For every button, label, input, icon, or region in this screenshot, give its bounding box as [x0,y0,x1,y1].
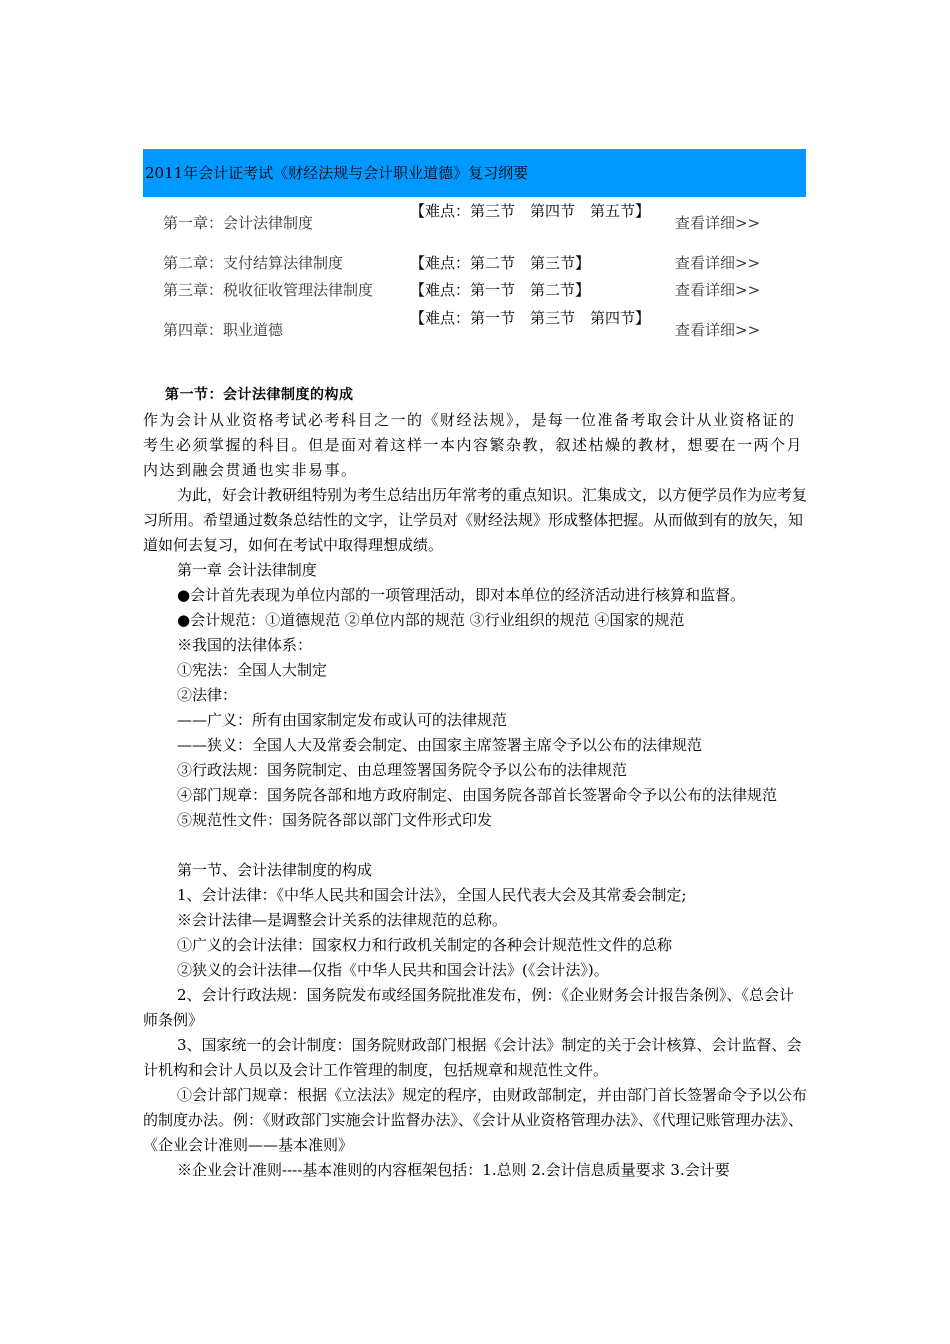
chapter-difficulty: 【难点：第一节 第二节】 [410,281,591,299]
view-details-link[interactable]: 查看详细>> [675,254,761,272]
law-item: ②法律： [177,686,238,704]
list-item: ①广义的会计法律：国家权力和行政机关制定的各种会计规范性文件的总称 [177,936,673,954]
article-body [143,383,807,1183]
bullet-item: ●会计首先表现为单位内部的一项管理活动，即对本单位的经济活动进行核算和监督。 [177,586,746,604]
law-item: ——广义：所有由国家制定发布或认可的法律规范 [177,711,508,729]
law-item: ⑤规范性文件：国务院各部以部门文件形式印发 [177,811,493,829]
list-item: 1、会计法律：《中华人民共和国会计法》，全国人民代表大会及其常委会制定; [177,886,687,904]
law-item: ①宪法：全国人大制定 [177,661,328,679]
list-item: ②狭义的会计法律—仅指《中华人民共和国会计法》(《会计法》)。 [177,961,609,979]
bullet-item: ●会计规范：①道德规范 ②单位内部的规范 ③行业组织的规范 ④国家的规范 [177,611,685,629]
chapter-title: 第三章：税收征收管理法律制度 [163,281,374,299]
chapter-heading: 第一章 会计法律制度 [177,561,317,579]
note-line: ※企业会计准则----基本准则的内容框架包括：1.总则 2.会计信息质量要求 3.会计要 [177,1161,730,1179]
list-item: 3、国家统一的会计制度：国务院财政部门根据《会计法》制定的关于会计核算、会计监督、会计机构和会计人员以及会计工作管理的制度，包括规章和规范性文件。 [143,1036,802,1079]
view-details-link[interactable]: 查看详细>> [675,214,761,232]
spacer [143,833,807,858]
chapter-difficulty: 【难点：第二节 第三节】 [410,254,591,272]
chapter-difficulty: 【难点：第一节 第三节 第四节】 [410,309,651,327]
list-item: 2、会计行政法规：国务院发布或经国务院批准发布，例：《企业财务会计报告条例》、《总会计师条例》 [143,986,795,1029]
note-line: ※会计法律—是调整会计关系的法律规范的总称。 [177,911,508,929]
view-details-link[interactable]: 查看详细>> [675,281,761,299]
intro-paragraph: 为此，好会计教研组特别为考生总结出历年常考的重点知识。汇集成文，以方便学员作为应考复习所用。希望通过数条总结性的文字，让学员对《财经法规》形成整体把握。从而做到有的放矢，知道如何去复习，如何在考试中取得理想成绩。 [143,486,808,554]
section-heading: 第一节：会计法律制度的构成 [165,387,354,403]
list-item: ①会计部门规章：根据《立法法》规定的程序，由财政部制定，并由部门首长签署命令予以公布的制度办法。例：《财政部门实施会计监督办法》、《会计从业资格管理办法》、《代理记账管理办法》、《企业会计准则——基本准则》 [143,1086,808,1154]
chapter-title: 第四章：职业道德 [163,321,284,339]
section-title: 第一节、会计法律制度的构成 [177,861,373,879]
view-details-link[interactable]: 查看详细>> [675,321,761,339]
document-title: 2011年会计证考试《财经法规与会计职业道德》复习纲要 [145,164,529,182]
law-item: ——狭义：全国人大及常委会制定、由国家主席签署主席令予以公布的法律规范 [177,736,703,754]
chapter-difficulty: 【难点：第三节 第四节 第五节】 [410,202,651,220]
intro-paragraph: 作为会计从业资格考试必考科目之一的《财经法规》，是每一位准备考取会计从业资格证的考生必须掌握的科目。但是面对着这样一本内容繁杂教，叙述枯燥的教材，想要在一两个月内达到融会贯通也实非易事。 [143,411,804,479]
chapter-title: 第一章：会计法律制度 [163,214,314,232]
law-item: ③行政法规：国务院制定、由总理签署国务院令予以公布的法律规范 [177,761,628,779]
header-banner [143,149,806,197]
chapter-title: 第二章：支付结算法律制度 [163,254,344,272]
note-line: ※我国的法律体系： [177,636,313,654]
law-item: ④部门规章：国务院各部和地方政府制定、由国务院各部首长签署命令予以公布的法律规范 [177,786,778,804]
